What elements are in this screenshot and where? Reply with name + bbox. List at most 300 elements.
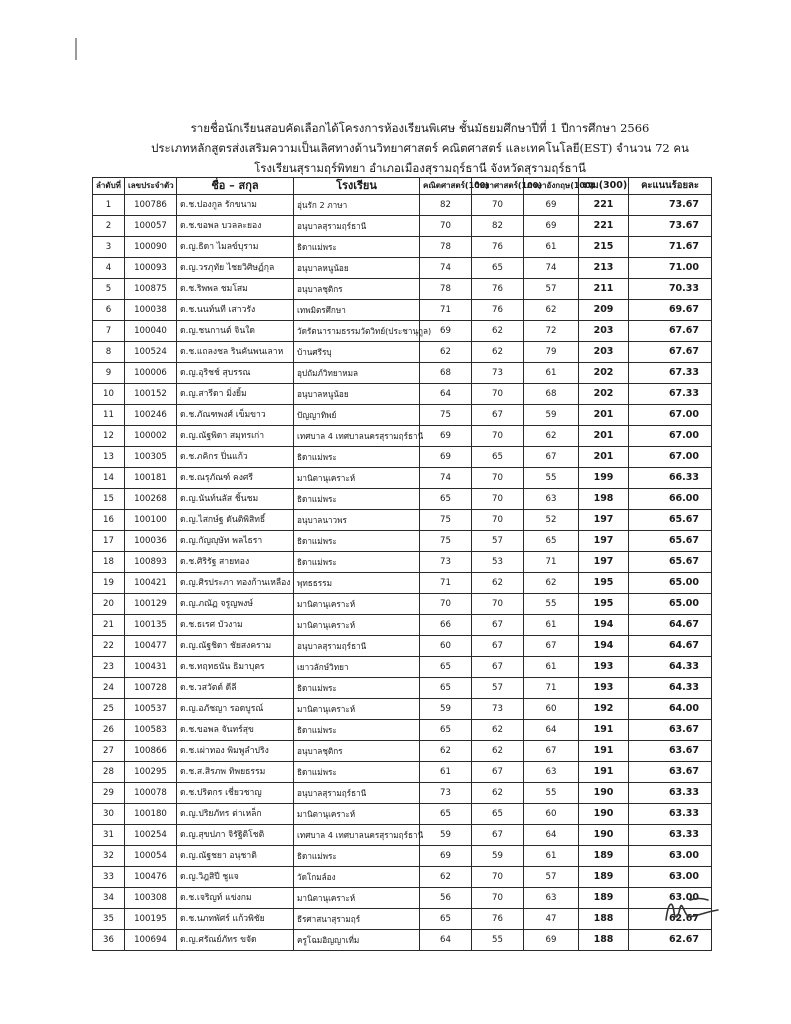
cell-math-score: 70: [420, 594, 472, 615]
cell-percent: 63.67: [629, 720, 712, 741]
cell-student-id: 100875: [125, 279, 177, 300]
cell-science-score: 70: [472, 384, 524, 405]
cell-math-score: 68: [420, 363, 472, 384]
cell-student-id: 100100: [125, 510, 177, 531]
cell-student-id: 100254: [125, 825, 177, 846]
cell-science-score: 62: [472, 321, 524, 342]
cell-student-name: ด.ญ.ชนกานต์ จินใด: [177, 321, 294, 342]
cell-percent: 64.67: [629, 615, 712, 636]
cell-student-name: ด.ช.ขอพล จันทร์สุข: [177, 720, 294, 741]
scan-edge-mark: [75, 38, 77, 60]
header-math: คณิตศาสตร์(100): [420, 178, 472, 195]
cell-student-name: ด.ช.ทฤทธนัน ธิมาบุตร: [177, 657, 294, 678]
cell-total-score: 188: [579, 909, 629, 930]
table-row: [93, 552, 712, 573]
cell-student-name: ด.ญ.อุริชช์ สุบรรณ: [177, 363, 294, 384]
table-row: [93, 678, 712, 699]
cell-number: 1: [93, 195, 125, 216]
table-row: [93, 699, 712, 720]
cell-student-name: ด.ญ.ณัฐชยา อนุชาติ: [177, 846, 294, 867]
cell-student-name: ด.ญ.ณัฐชิดา ชัยสงคราม: [177, 636, 294, 657]
cell-number: 15: [93, 489, 125, 510]
cell-percent: 64.33: [629, 657, 712, 678]
cell-school: อนุบาลหนูน้อย: [294, 258, 420, 279]
cell-number: 7: [93, 321, 125, 342]
header-science: วิทยาศาสตร์(100): [472, 178, 524, 195]
cell-student-id: 100090: [125, 237, 177, 258]
cell-student-id: 100195: [125, 909, 177, 930]
cell-total-score: 191: [579, 720, 629, 741]
cell-total-score: 201: [579, 447, 629, 468]
cell-total-score: 201: [579, 426, 629, 447]
cell-english-score: 69: [524, 195, 579, 216]
table-row: [93, 426, 712, 447]
cell-science-score: 70: [472, 195, 524, 216]
cell-total-score: 201: [579, 405, 629, 426]
cell-math-score: 59: [420, 825, 472, 846]
cell-student-id: 100152: [125, 384, 177, 405]
cell-number: 28: [93, 762, 125, 783]
cell-school: อนุบาลสุรามฤร์ธานี: [294, 636, 420, 657]
cell-math-score: 69: [420, 321, 472, 342]
cell-science-score: 65: [472, 804, 524, 825]
cell-total-score: 190: [579, 804, 629, 825]
cell-math-score: 69: [420, 426, 472, 447]
cell-total-score: 194: [579, 615, 629, 636]
cell-total-score: 195: [579, 594, 629, 615]
table-row: [93, 279, 712, 300]
cell-total-score: 209: [579, 300, 629, 321]
cell-english-score: 55: [524, 468, 579, 489]
table-body: [93, 195, 712, 951]
cell-percent: 67.00: [629, 426, 712, 447]
table-row: [93, 762, 712, 783]
cell-science-score: 62: [472, 741, 524, 762]
table-row: [93, 489, 712, 510]
table-row: [93, 594, 712, 615]
cell-school: อุ่นรัก 2 ภาษา: [294, 195, 420, 216]
cell-school: เทศบาล 4 เทศบาลนครสุรามฤร์ธานี: [294, 426, 420, 447]
cell-student-id: 100038: [125, 300, 177, 321]
header-total: รวม(300): [579, 178, 629, 195]
cell-school: อุปถัมภ์วิทยาหมล: [294, 363, 420, 384]
cell-math-score: 64: [420, 930, 472, 951]
cell-english-score: 71: [524, 678, 579, 699]
cell-school: เยาวลักษ์วิทยา: [294, 657, 420, 678]
cell-total-score: 191: [579, 741, 629, 762]
cell-english-score: 61: [524, 363, 579, 384]
handwritten-signature: [660, 890, 730, 930]
cell-total-score: 188: [579, 930, 629, 951]
cell-percent: 63.67: [629, 741, 712, 762]
cell-total-score: 191: [579, 762, 629, 783]
table-row: [93, 468, 712, 489]
cell-total-score: 190: [579, 783, 629, 804]
cell-math-score: 71: [420, 300, 472, 321]
title-line-2: ประเภทหลักสูตรส่งเสริมความเป็นเลิศทางด้านวิทยาศาสตร์ คณิตศาสตร์ และเทคโนโลยี(EST) จำนวน 72 คน: [151, 141, 689, 155]
cell-english-score: 69: [524, 216, 579, 237]
cell-percent: 66.33: [629, 468, 712, 489]
cell-percent: 64.00: [629, 699, 712, 720]
cell-total-score: 202: [579, 384, 629, 405]
cell-science-score: 67: [472, 762, 524, 783]
cell-english-score: 65: [524, 531, 579, 552]
cell-percent: 64.33: [629, 678, 712, 699]
table-row: [93, 447, 712, 468]
cell-student-id: 100305: [125, 447, 177, 468]
cell-percent: 62.67: [629, 909, 712, 930]
cell-school: ธิดาแม่พระ: [294, 678, 420, 699]
cell-student-id: 100246: [125, 405, 177, 426]
cell-student-name: ด.ช.ธเรศ บัวงาม: [177, 615, 294, 636]
cell-english-score: 61: [524, 846, 579, 867]
cell-number: 31: [93, 825, 125, 846]
cell-total-score: 198: [579, 489, 629, 510]
cell-percent: 71.67: [629, 237, 712, 258]
cell-percent: 67.33: [629, 384, 712, 405]
table-row: [93, 363, 712, 384]
table-row: [93, 867, 712, 888]
cell-number: 34: [93, 888, 125, 909]
cell-english-score: 61: [524, 615, 579, 636]
cell-science-score: 67: [472, 657, 524, 678]
table-row: [93, 825, 712, 846]
cell-math-score: 65: [420, 804, 472, 825]
cell-english-score: 67: [524, 447, 579, 468]
title-line-3: โรงเรียนสุรามฤร์พิทยา อำเภอเมืองสุรามฤร์ธานี จังหวัดสุรามฤร์ธานี: [254, 161, 586, 175]
cell-number: 35: [93, 909, 125, 930]
table-row: [93, 909, 712, 930]
cell-total-score: 195: [579, 573, 629, 594]
cell-student-name: ด.ญ.กัญญุษัท พลไธรา: [177, 531, 294, 552]
cell-percent: 63.33: [629, 825, 712, 846]
cell-science-score: 70: [472, 510, 524, 531]
cell-science-score: 73: [472, 699, 524, 720]
cell-student-id: 100524: [125, 342, 177, 363]
cell-school: วัดโกมล์อง: [294, 867, 420, 888]
cell-percent: 62.67: [629, 930, 712, 951]
cell-english-score: 52: [524, 510, 579, 531]
cell-total-score: 197: [579, 552, 629, 573]
cell-student-id: 100893: [125, 552, 177, 573]
cell-math-score: 64: [420, 384, 472, 405]
header-id: เลขประจำตัว: [125, 178, 177, 195]
table-row: [93, 216, 712, 237]
cell-science-score: 53: [472, 552, 524, 573]
cell-number: 22: [93, 636, 125, 657]
cell-school: ครูโฉมอิญญาเที่ม: [294, 930, 420, 951]
cell-math-score: 82: [420, 195, 472, 216]
cell-number: 3: [93, 237, 125, 258]
cell-science-score: 76: [472, 279, 524, 300]
cell-english-score: 71: [524, 552, 579, 573]
cell-science-score: 70: [472, 594, 524, 615]
cell-school: ธิดาแม่พระ: [294, 552, 420, 573]
cell-english-score: 62: [524, 573, 579, 594]
cell-student-name: ด.ช.ณรุภัณฑ์ คงศรี: [177, 468, 294, 489]
cell-student-name: ด.ช.ส.สิรภพ ทิพยธรรม: [177, 762, 294, 783]
cell-number: 27: [93, 741, 125, 762]
cell-number: 13: [93, 447, 125, 468]
cell-percent: 67.67: [629, 342, 712, 363]
cell-student-id: 100093: [125, 258, 177, 279]
cell-school: ธิดาแม่พระ: [294, 762, 420, 783]
cell-student-id: 100477: [125, 636, 177, 657]
cell-percent: 67.00: [629, 447, 712, 468]
cell-school: อนุบาลสุรามฤร์ธานี: [294, 216, 420, 237]
cell-total-score: 199: [579, 468, 629, 489]
cell-math-score: 78: [420, 279, 472, 300]
cell-english-score: 59: [524, 405, 579, 426]
cell-total-score: 189: [579, 867, 629, 888]
cell-english-score: 61: [524, 237, 579, 258]
cell-number: 4: [93, 258, 125, 279]
cell-english-score: 69: [524, 930, 579, 951]
cell-percent: 65.67: [629, 531, 712, 552]
cell-student-id: 100694: [125, 930, 177, 951]
cell-student-name: ด.ญ.ณัฐพิดา สมุทรเก่า: [177, 426, 294, 447]
cell-total-score: 203: [579, 342, 629, 363]
cell-science-score: 57: [472, 678, 524, 699]
cell-percent: 64.67: [629, 636, 712, 657]
results-table-container: [92, 177, 711, 951]
cell-math-score: 71: [420, 573, 472, 594]
cell-total-score: 189: [579, 888, 629, 909]
cell-student-name: ด.ช.ขอพล บวลละยอง: [177, 216, 294, 237]
cell-school: มานิตานุเคราะห์: [294, 888, 420, 909]
cell-math-score: 70: [420, 216, 472, 237]
table-row: [93, 300, 712, 321]
cell-number: 26: [93, 720, 125, 741]
cell-math-score: 61: [420, 762, 472, 783]
cell-math-score: 75: [420, 510, 472, 531]
cell-student-name: ด.ญ.วรภุทัย ไชยวิศิษฏ์กุล: [177, 258, 294, 279]
cell-student-name: ด.ช.ริพพล ชมโสม: [177, 279, 294, 300]
cell-school: มานิตานุเคราะห์: [294, 594, 420, 615]
cell-number: 9: [93, 363, 125, 384]
cell-school: ธิดาแม่พระ: [294, 531, 420, 552]
cell-school: มานิตานุเคราะห์: [294, 615, 420, 636]
cell-science-score: 82: [472, 216, 524, 237]
cell-student-name: ด.ญ.วิฎสิปี ชูแจ: [177, 867, 294, 888]
table-row: [93, 720, 712, 741]
cell-student-name: ด.ช.ปองกูล รักขนาม: [177, 195, 294, 216]
table-row: [93, 405, 712, 426]
cell-math-score: 74: [420, 258, 472, 279]
cell-student-id: 100054: [125, 846, 177, 867]
cell-total-score: 197: [579, 510, 629, 531]
table-row: [93, 930, 712, 951]
cell-student-name: ด.ญ.ปริยภัทร ต่าเหล็ก: [177, 804, 294, 825]
cell-english-score: 64: [524, 825, 579, 846]
cell-student-id: 100728: [125, 678, 177, 699]
header-no: ลำดับที่: [93, 178, 125, 195]
cell-science-score: 62: [472, 342, 524, 363]
cell-school: ธีรศาสนาสุรามฤร์: [294, 909, 420, 930]
cell-student-id: 100129: [125, 594, 177, 615]
cell-percent: 67.67: [629, 321, 712, 342]
cell-science-score: 76: [472, 300, 524, 321]
cell-number: 19: [93, 573, 125, 594]
cell-science-score: 70: [472, 489, 524, 510]
cell-english-score: 63: [524, 888, 579, 909]
table-row: [93, 195, 712, 216]
cell-student-id: 100583: [125, 720, 177, 741]
cell-percent: 65.67: [629, 552, 712, 573]
cell-math-score: 56: [420, 888, 472, 909]
table-row: [93, 321, 712, 342]
cell-english-score: 57: [524, 279, 579, 300]
title-line-1: รายชื่อนักเรียนสอบคัดเลือกได้โครงการห้องเรียนพิเศษ ชั้นมัธยมศึกษาปีที่ 1 ปีการศึกษา 2566: [190, 121, 650, 135]
cell-percent: 65.00: [629, 573, 712, 594]
cell-student-id: 100295: [125, 762, 177, 783]
cell-percent: 69.67: [629, 300, 712, 321]
cell-math-score: 65: [420, 720, 472, 741]
cell-math-score: 60: [420, 636, 472, 657]
cell-number: 2: [93, 216, 125, 237]
cell-total-score: 202: [579, 363, 629, 384]
cell-school: อนุบาลนาวพร: [294, 510, 420, 531]
cell-student-name: ด.ช.วสวัตต์ ดีลี: [177, 678, 294, 699]
cell-math-score: 75: [420, 405, 472, 426]
cell-school: อนุบาลชุติกร: [294, 741, 420, 762]
cell-student-id: 100866: [125, 741, 177, 762]
cell-math-score: 65: [420, 909, 472, 930]
cell-number: 12: [93, 426, 125, 447]
cell-english-score: 79: [524, 342, 579, 363]
table-row: [93, 258, 712, 279]
cell-total-score: 211: [579, 279, 629, 300]
cell-school: มานิตานุเคราะห์: [294, 699, 420, 720]
cell-number: 23: [93, 657, 125, 678]
cell-school: อนุบาลสุรามฤร์ธานี: [294, 783, 420, 804]
cell-number: 29: [93, 783, 125, 804]
cell-student-id: 100268: [125, 489, 177, 510]
cell-percent: 63.00: [629, 888, 712, 909]
cell-percent: 65.00: [629, 594, 712, 615]
cell-science-score: 76: [472, 237, 524, 258]
cell-total-score: 203: [579, 321, 629, 342]
cell-student-name: ด.ช.ศิริรัฐ สายทอง: [177, 552, 294, 573]
cell-student-id: 100180: [125, 804, 177, 825]
cell-math-score: 69: [420, 846, 472, 867]
cell-percent: 67.33: [629, 363, 712, 384]
cell-student-id: 100476: [125, 867, 177, 888]
cell-science-score: 62: [472, 573, 524, 594]
cell-math-score: 65: [420, 678, 472, 699]
cell-percent: 73.67: [629, 195, 712, 216]
cell-number: 30: [93, 804, 125, 825]
cell-school: อนุบาลชุติกร: [294, 279, 420, 300]
cell-student-id: 100181: [125, 468, 177, 489]
cell-number: 33: [93, 867, 125, 888]
cell-math-score: 75: [420, 531, 472, 552]
header-percent: คะแนนร้อยละ: [629, 178, 712, 195]
cell-english-score: 62: [524, 426, 579, 447]
cell-english-score: 67: [524, 636, 579, 657]
cell-math-score: 78: [420, 237, 472, 258]
cell-student-name: ด.ช.ภคิกร ปิ่นแก้ว: [177, 447, 294, 468]
cell-student-id: 100135: [125, 615, 177, 636]
cell-percent: 63.00: [629, 846, 712, 867]
cell-science-score: 67: [472, 405, 524, 426]
cell-student-id: 100308: [125, 888, 177, 909]
cell-math-score: 73: [420, 783, 472, 804]
cell-student-name: ด.ช.ภัณฑพงศ์ เข็มขาว: [177, 405, 294, 426]
cell-total-score: 193: [579, 678, 629, 699]
cell-school: ธิดาแม่พระ: [294, 489, 420, 510]
cell-number: 20: [93, 594, 125, 615]
cell-english-score: 61: [524, 657, 579, 678]
cell-english-score: 60: [524, 804, 579, 825]
cell-total-score: 192: [579, 699, 629, 720]
cell-english-score: 55: [524, 594, 579, 615]
cell-school: พุทธธรรม: [294, 573, 420, 594]
cell-number: 36: [93, 930, 125, 951]
cell-student-id: 100002: [125, 426, 177, 447]
cell-number: 16: [93, 510, 125, 531]
cell-total-score: 215: [579, 237, 629, 258]
cell-student-name: ด.ช.เจริญท์ แข่งกม: [177, 888, 294, 909]
cell-total-score: 221: [579, 216, 629, 237]
cell-science-score: 67: [472, 636, 524, 657]
cell-number: 17: [93, 531, 125, 552]
cell-school: วัดรัตนารามธรรมวัตวิทย์(ประชานุกูล): [294, 321, 420, 342]
cell-school: ธิดาแม่พระ: [294, 237, 420, 258]
table-row: [93, 741, 712, 762]
table-row: [93, 384, 712, 405]
table-row: [93, 510, 712, 531]
cell-math-score: 62: [420, 342, 472, 363]
cell-student-name: ด.ญ.ภณัฏ จรูญพงษ์: [177, 594, 294, 615]
table-row: [93, 804, 712, 825]
cell-math-score: 62: [420, 741, 472, 762]
cell-number: 18: [93, 552, 125, 573]
cell-science-score: 65: [472, 258, 524, 279]
cell-school: ธิดาแม่พระ: [294, 846, 420, 867]
cell-student-id: 100078: [125, 783, 177, 804]
cell-student-id: 100006: [125, 363, 177, 384]
cell-school: ธิดาแม่พระ: [294, 447, 420, 468]
cell-science-score: 73: [472, 363, 524, 384]
cell-english-score: 72: [524, 321, 579, 342]
table-header-row: [93, 178, 712, 195]
cell-math-score: 66: [420, 615, 472, 636]
cell-math-score: 73: [420, 552, 472, 573]
cell-percent: 63.33: [629, 783, 712, 804]
cell-science-score: 76: [472, 909, 524, 930]
cell-percent: 70.33: [629, 279, 712, 300]
cell-total-score: 190: [579, 825, 629, 846]
cell-math-score: 62: [420, 867, 472, 888]
cell-student-name: ด.ช.เผ่าทอง พิมพูลำปริง: [177, 741, 294, 762]
cell-number: 5: [93, 279, 125, 300]
cell-total-score: 221: [579, 195, 629, 216]
cell-science-score: 70: [472, 867, 524, 888]
cell-english-score: 74: [524, 258, 579, 279]
cell-number: 21: [93, 615, 125, 636]
cell-total-score: 193: [579, 657, 629, 678]
cell-school: เทศบาล 4 เทศบาลนครสุรามฤร์ธานี: [294, 825, 420, 846]
cell-english-score: 60: [524, 699, 579, 720]
cell-math-score: 74: [420, 468, 472, 489]
cell-science-score: 57: [472, 531, 524, 552]
cell-english-score: 63: [524, 762, 579, 783]
cell-student-id: 100057: [125, 216, 177, 237]
cell-science-score: 55: [472, 930, 524, 951]
header-school: โรงเรียน: [294, 178, 420, 195]
table-row: [93, 531, 712, 552]
